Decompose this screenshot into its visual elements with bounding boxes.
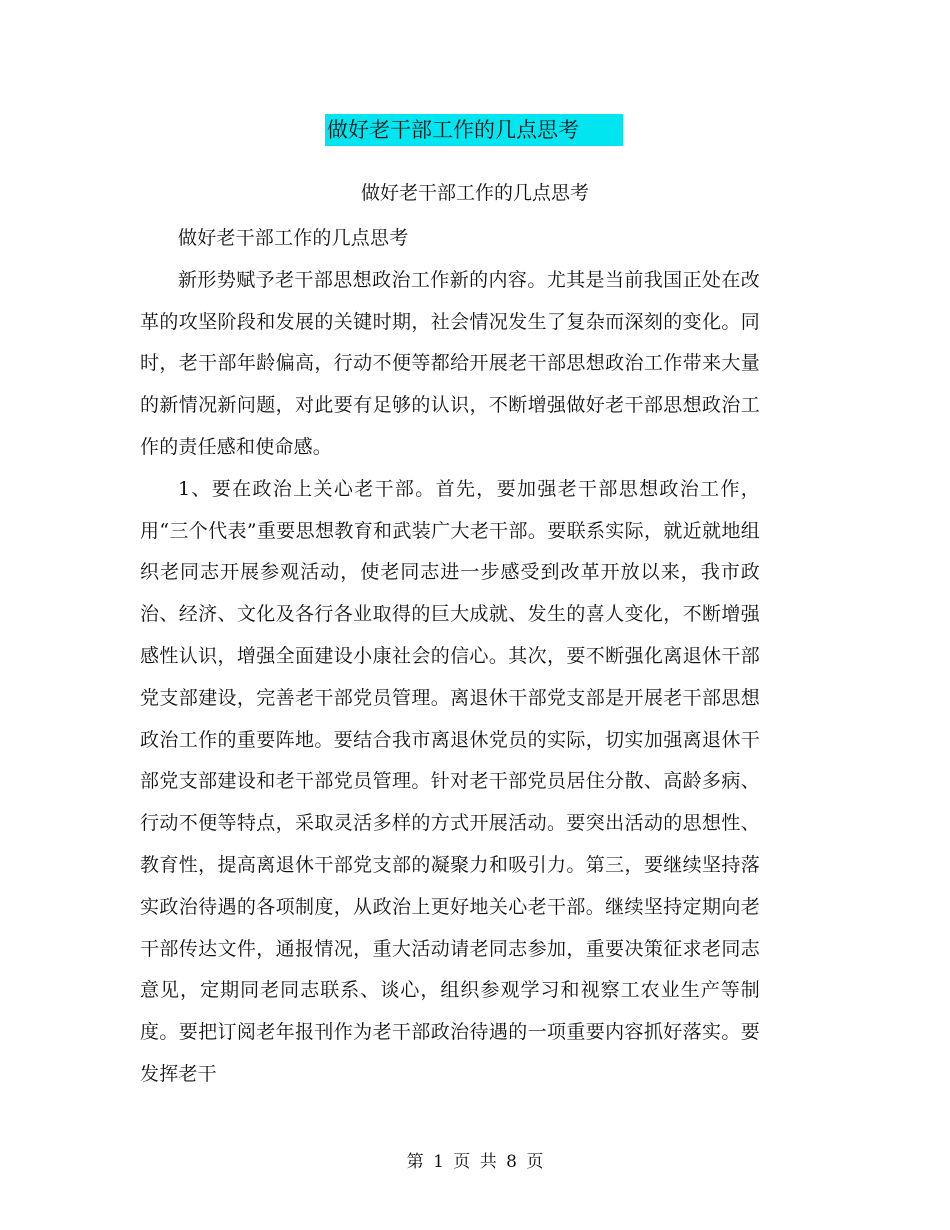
highlighted-title-text: 做好老干部工作的几点思考 — [327, 118, 579, 142]
highlighted-title — [325, 114, 623, 146]
page-footer: 第 1 页 共 8 页 — [406, 1152, 544, 1172]
paragraph-section-1: 1、要在政治上关心老干部。首先，要加强老干部思想政治工作，用“三个代表”重要思想教育和武装广大老干部。要联系实际，就近就地组织老同志开展参观活动，使老同志进一步感受到改革开放以来，我市政治、经济、文化及各行各业取得的巨大成就、发生的喜人变化，不断增强感性认识，增强全面建设小康社会的信心。其次，要不断强化离退休干部党支部建设，完善老干部党员管理。离退休干部党支部是开展老干部思想政治工作的重要阵地。要结合我市离退休党员的实际，切实加强离退休干部党支部建设和老干部党员管理。针对老干部党员居住分散、高龄多病、行动不便等特点，采取灵活多样的方式开展活动。要突出活动的思想性、教育性，提高离退休干部党支部的凝聚力和吸引力。第三，要继续坚持落实政治待遇的各项制度，从政治上更好地关心老干部。继续坚持定期向老干部传达文件，通报情况，重大活动请老同志参加，重要决策征求老同志意见，定期同老同志联系、谈心，组织参观学习和视察工农业生产等制度。要把订阅老年报刊作为老干部政治待遇的一项重要内容抓好落实。要发挥老干 — [140, 477, 760, 1085]
document-title: 做好老干部工作的几点思考 — [360, 182, 589, 204]
paragraph-intro: 新形势赋予老干部思想政治工作新的内容。尤其是当前我国正处在改革的攻坚阶段和发展的关键时期，社会情况发生了复杂而深刻的变化。同时，老干部年龄偏高，行动不便等都给开展老干部思想政治工作带来大量的新情况新问题，对此要有足够的认识，不断增强做好老干部思想政治工作的责任感和使命感。 — [140, 268, 760, 458]
paragraph-subtitle: 做好老干部工作的几点思考 — [178, 227, 409, 249]
document-body — [140, 218, 760, 1096]
